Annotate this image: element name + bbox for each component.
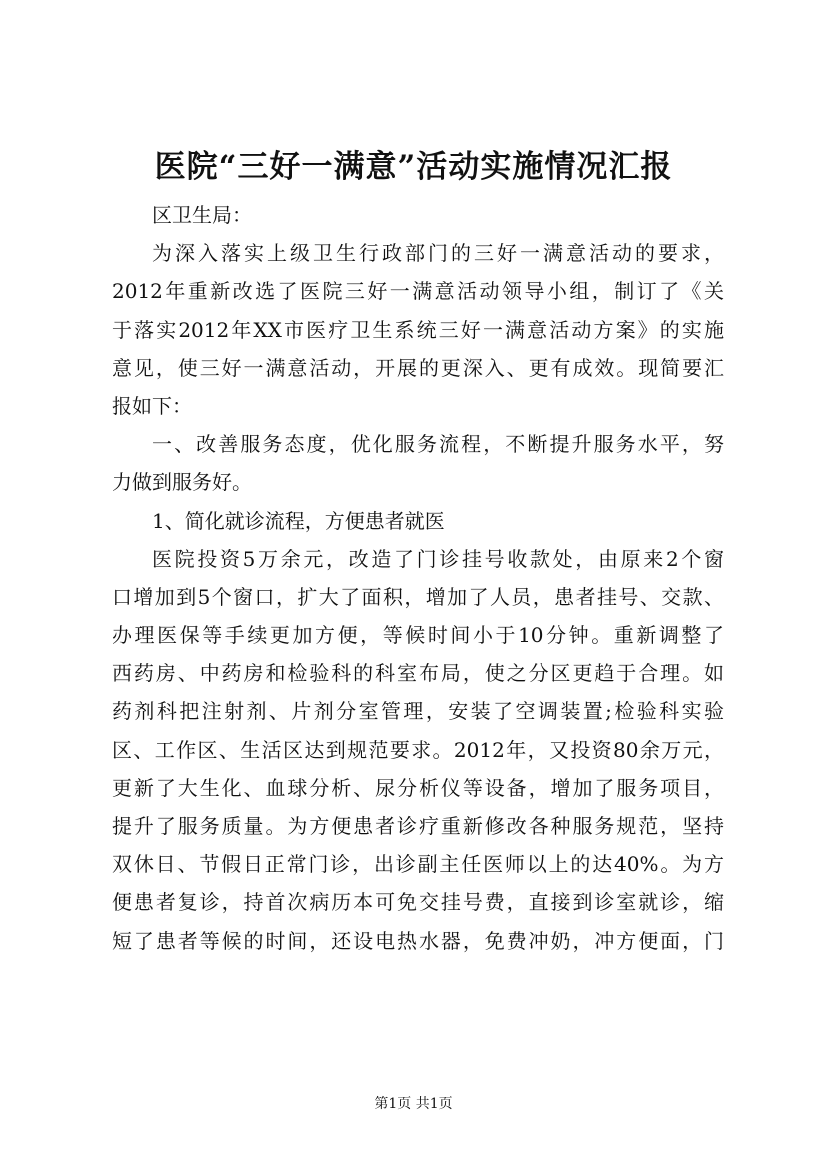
document-body	[112, 196, 724, 960]
body-line: 短了患者等候的时间，还设电热水器，免费冲奶，冲方便面，门	[112, 928, 724, 953]
body-line: 药剂科把注射剂、片剂分室管理，安装了空调装置;检验科实验	[112, 699, 724, 724]
body-line: 区卫生局：	[152, 203, 252, 227]
document-title: 医院“三好一满意”活动实施情况汇报	[154, 149, 673, 185]
body-line: 区、工作区、生活区达到规范要求。2012年，又投资80余万元，	[112, 737, 724, 762]
body-line: 医院投资5万余元，改造了门诊挂号收款处，由原来2个窗	[152, 546, 724, 571]
body-line: 提升了服务质量。为方便患者诊疗重新修改各种服务规范，坚持	[112, 814, 724, 838]
body-line: 双休日、节假日正常门诊，出诊副主任医师以上的达40%。为方	[112, 852, 724, 877]
body-line: 为深入落实上级卫生行政部门的三好一满意活动的要求，	[152, 241, 724, 266]
body-line: 2012年重新改选了医院三好一满意活动领导小组，制订了《关	[112, 279, 724, 304]
body-line: 1、简化就诊流程，方便患者就医	[152, 508, 445, 533]
page-footer: 第1页 共1页	[374, 1096, 453, 1112]
body-line: 于落实2012年XX市医疗卫生系统三好一满意活动方案》的实施	[112, 317, 724, 342]
body-line: 一、改善服务态度，优化服务流程，不断提升服务水平，努	[152, 432, 724, 457]
body-line: 便患者复诊，持首次病历本可免交挂号费，直接到诊室就诊，缩	[112, 890, 724, 915]
body-line: 西药房、中药房和检验科的科室布局，使之分区更趋于合理。如	[112, 661, 724, 686]
body-line: 更新了大生化、血球分析、尿分析仪等设备，增加了服务项目，	[112, 775, 724, 800]
body-line: 办理医保等手续更加方便，等候时间小于10分钟。重新调整了	[112, 623, 724, 648]
body-line: 力做到服务好。	[112, 470, 252, 495]
body-line: 意见，使三好一满意活动，开展的更深入、更有成效。现简要汇	[112, 355, 724, 380]
body-line: 口增加到5个窗口，扩大了面积，增加了人员，患者挂号、交款、	[112, 584, 724, 609]
body-line: 报如下：	[112, 393, 192, 418]
